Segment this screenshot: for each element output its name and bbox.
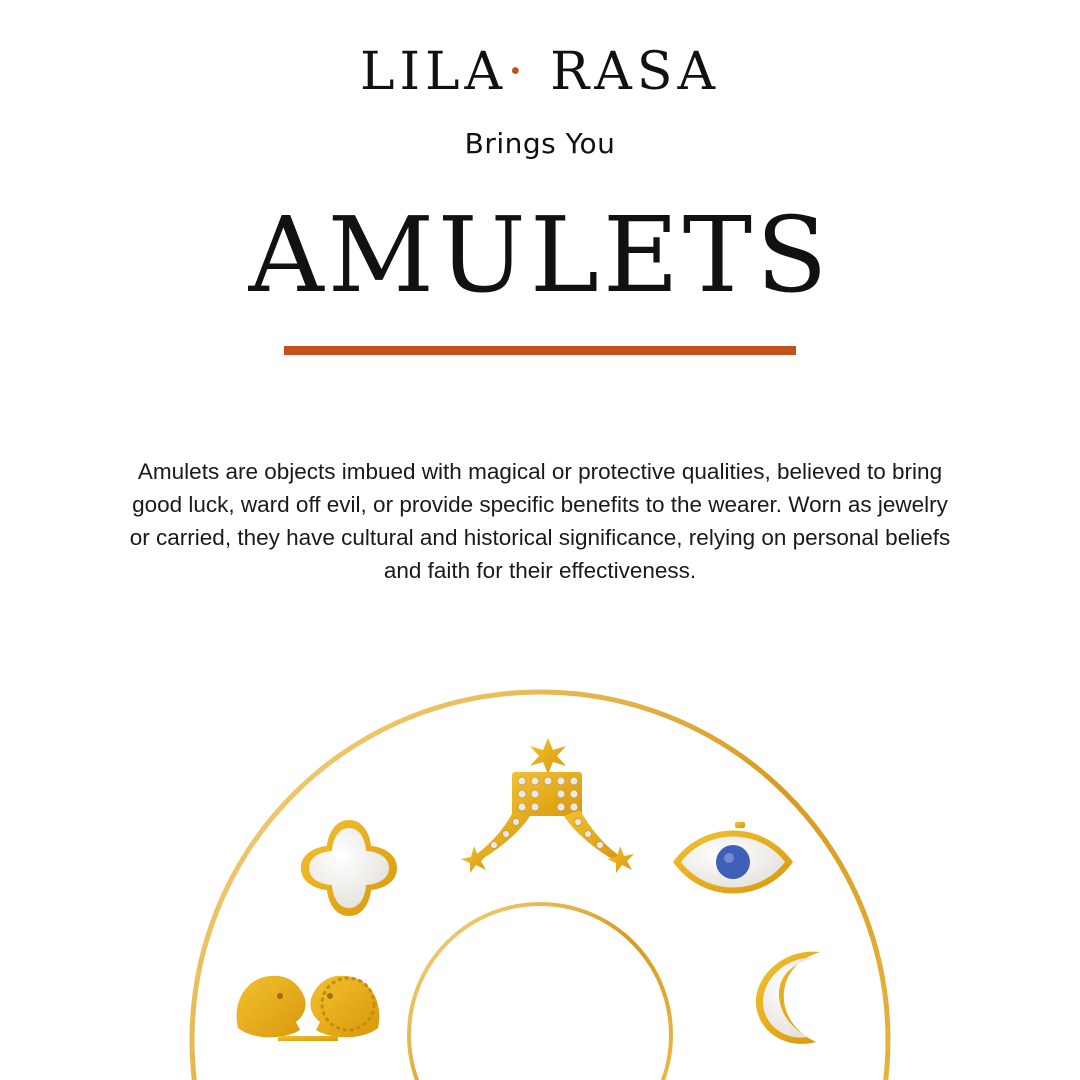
accent-divider	[284, 346, 796, 355]
amulet-showcase	[0, 660, 1080, 1080]
subtitle: Brings You	[464, 127, 616, 160]
inner-ring	[409, 904, 671, 1080]
evil-eye-icon	[673, 822, 793, 894]
brand-dot-icon: ·	[507, 42, 529, 102]
crescent-moon-icon	[756, 952, 820, 1044]
description-text: Amulets are objects imbued with magical or protective qualities, believed to bring good luck, ward off evil, or provide specific benefits to the wearer. Worn as jewelry or carried, they have cultural and historical significance, relying on personal beliefs and faith for their effectiveness.	[129, 459, 951, 583]
horn-icon	[461, 738, 634, 873]
brand-name-left: LILA	[359, 42, 508, 102]
brand-logo	[0, 42, 1080, 102]
lions-icon	[237, 976, 380, 1041]
quatrefoil-icon	[301, 820, 397, 916]
brand-name-right: RASA	[550, 42, 721, 102]
page-title: AMULETS	[248, 194, 832, 316]
